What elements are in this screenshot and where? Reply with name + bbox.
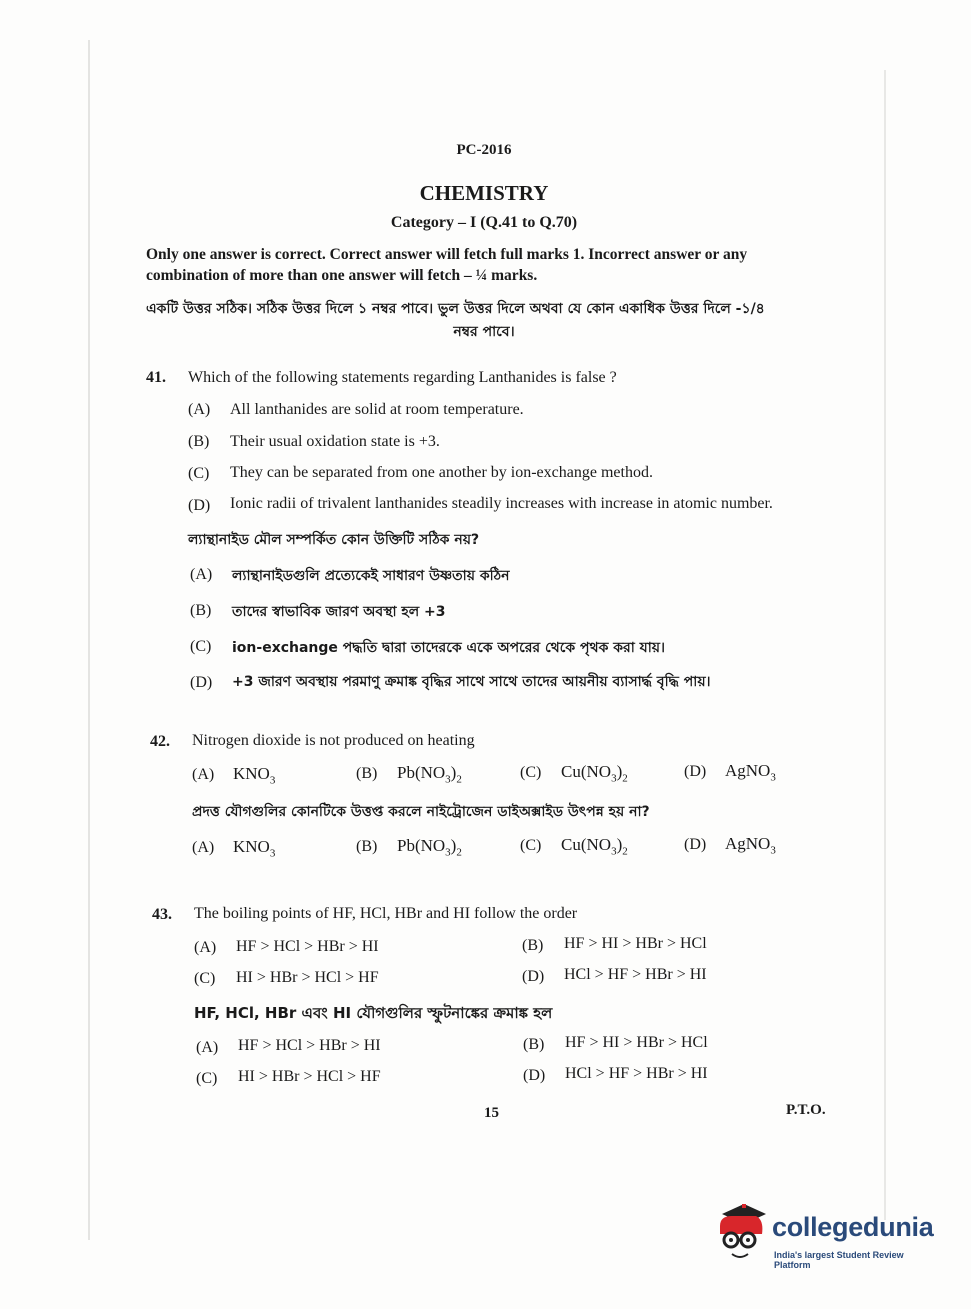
option-formula: $Pb(NO_3)_2$ bbox=[397, 836, 462, 859]
option-label: (A) bbox=[196, 1039, 219, 1056]
option-label: (D) bbox=[523, 1067, 546, 1084]
option-text: HCl > HF > HBr > HI bbox=[564, 966, 707, 983]
instruction-bn-line1: একটি উত্তর সঠিক। সঠিক উত্তর দিলে ১ নম্বর পাবে। ভুল উত্তর দিলে অথবা যে কোন একাধিক উত্তর দিলে -১/৪ bbox=[146, 301, 765, 317]
question-text-bn: প্রদত্ত যৌগগুলির কোনটিকে উত্তপ্ত করলে নাইট্রোজেন ডাইঅক্সাইড উৎপন্ন হয় না? bbox=[192, 804, 650, 820]
option-text: Ionic radii of trivalent lanthanides steadily increases with increase in atomic number. bbox=[230, 495, 773, 512]
option-formula: $Cu(NO_3)_2$ bbox=[561, 835, 628, 858]
option-label: (B) bbox=[523, 1036, 545, 1053]
option-text: HI > HBr > HCl > HF bbox=[236, 969, 379, 986]
option-text: All lanthanides are solid at room temperature. bbox=[230, 401, 524, 418]
option-text: Their usual oxidation state is +3. bbox=[230, 433, 440, 450]
option-formula: AgNO$_3$ bbox=[725, 834, 776, 857]
option-label: (C) bbox=[520, 837, 542, 854]
option-label: (D) bbox=[190, 674, 213, 691]
option-formula: $Cu(NO_3)_2$ bbox=[561, 762, 628, 785]
scan-edge bbox=[884, 70, 886, 1220]
option-label: (C) bbox=[520, 764, 542, 781]
option-label: (A) bbox=[194, 939, 217, 956]
mascot-icon bbox=[712, 1200, 770, 1270]
option-text: They can be separated from one another by ion-exchange method. bbox=[230, 464, 653, 481]
option-text: HCl > HF > HBr > HI bbox=[565, 1065, 708, 1082]
option-label: (B) bbox=[188, 433, 210, 450]
option-text: HF > HI > HBr > HCl bbox=[565, 1034, 708, 1051]
option-text: HF > HCl > HBr > HI bbox=[236, 938, 379, 955]
option-label: (B) bbox=[522, 937, 544, 954]
collegedunia-logo[interactable] bbox=[712, 1200, 942, 1275]
option-label: (D) bbox=[522, 968, 545, 985]
option-label: (B) bbox=[356, 765, 378, 782]
option-text: HI > HBr > HCl > HF bbox=[238, 1068, 381, 1085]
option-label: (A) bbox=[190, 566, 213, 583]
instruction-bn-line2: নম্বর পাবে। bbox=[453, 324, 515, 340]
pto-label: P.T.O. bbox=[786, 1102, 826, 1118]
question-number: 43. bbox=[152, 906, 172, 923]
option-formula: $KNO_3$ bbox=[233, 837, 276, 860]
paper-code: PC-2016 bbox=[456, 142, 512, 158]
option-text-bn: ion-exchange পদ্ধতি দ্বারা তাদেরকে একে অপরের থেকে পৃথক করা যায়। bbox=[232, 640, 666, 656]
option-label: (A) bbox=[192, 766, 215, 783]
option-label: (D) bbox=[684, 763, 707, 780]
instruction-en-line1: Only one answer is correct. Correct answer will fetch full marks 1. Incorrect answer or any bbox=[146, 246, 748, 263]
option-text: HF > HCl > HBr > HI bbox=[238, 1037, 381, 1054]
question-text-bn: HF, HCl, HBr এবং HI যৌগগুলির স্ফুটনাঙ্কের ক্রমাঙ্ক হল bbox=[194, 1004, 553, 1022]
logo-wordmark: collegedunia bbox=[772, 1212, 934, 1242]
option-text-bn: তাদের স্বাভাবিক জারণ অবস্থা হল +3 bbox=[232, 604, 446, 620]
option-text: HF > HI > HBr > HCl bbox=[564, 935, 707, 952]
question-number: 41. bbox=[146, 369, 166, 386]
question-text-bn: ল্যান্থানাইড মৌল সম্পর্কিত কোন উক্তিটি সঠিক নয়? bbox=[188, 532, 480, 548]
question-text: Which of the following statements regarding Lanthanides is false ? bbox=[188, 369, 617, 386]
option-formula: $KNO_3$ bbox=[233, 764, 276, 787]
option-label: (A) bbox=[192, 839, 215, 856]
option-label: (C) bbox=[194, 970, 216, 987]
option-label: (B) bbox=[190, 602, 212, 619]
subject-title: CHEMISTRY bbox=[419, 181, 549, 205]
option-label: (C) bbox=[188, 465, 210, 482]
option-text-bn: +3 জারণ অবস্থায় পরমাণু ক্রমাঙ্ক বৃদ্ধির সাথে সাথে তাদের আয়নীয় ব্যাসার্দ্ধ বৃদ্ধি পায়। bbox=[232, 674, 711, 690]
category-title: Category – I (Q.41 to Q.70) bbox=[390, 214, 578, 231]
option-label: (C) bbox=[196, 1070, 218, 1087]
instruction-en-line2: combination of more than one answer will fetch – ¼ marks. bbox=[146, 267, 538, 284]
option-label: (A) bbox=[188, 401, 211, 418]
question-text: The boiling points of HF, HCl, HBr and HI follow the order bbox=[194, 905, 578, 922]
option-formula: AgNO$_3$ bbox=[725, 761, 776, 784]
option-label: (C) bbox=[190, 638, 212, 655]
option-label: (D) bbox=[188, 497, 211, 514]
option-label: (B) bbox=[356, 838, 378, 855]
logo-tagline: India's largest Student Review Platform bbox=[774, 1250, 904, 1270]
question-number: 42. bbox=[150, 733, 170, 750]
option-text-bn: ল্যান্থানাইডগুলি প্রত্যেকেই সাধারণ উষ্ণতায় কঠিন bbox=[232, 568, 510, 584]
option-formula: $Pb(NO_3)_2$ bbox=[397, 763, 462, 786]
page-number: 15 bbox=[484, 1105, 499, 1121]
question-text: Nitrogen dioxide is not produced on heating bbox=[192, 732, 475, 749]
option-label: (D) bbox=[684, 836, 707, 853]
